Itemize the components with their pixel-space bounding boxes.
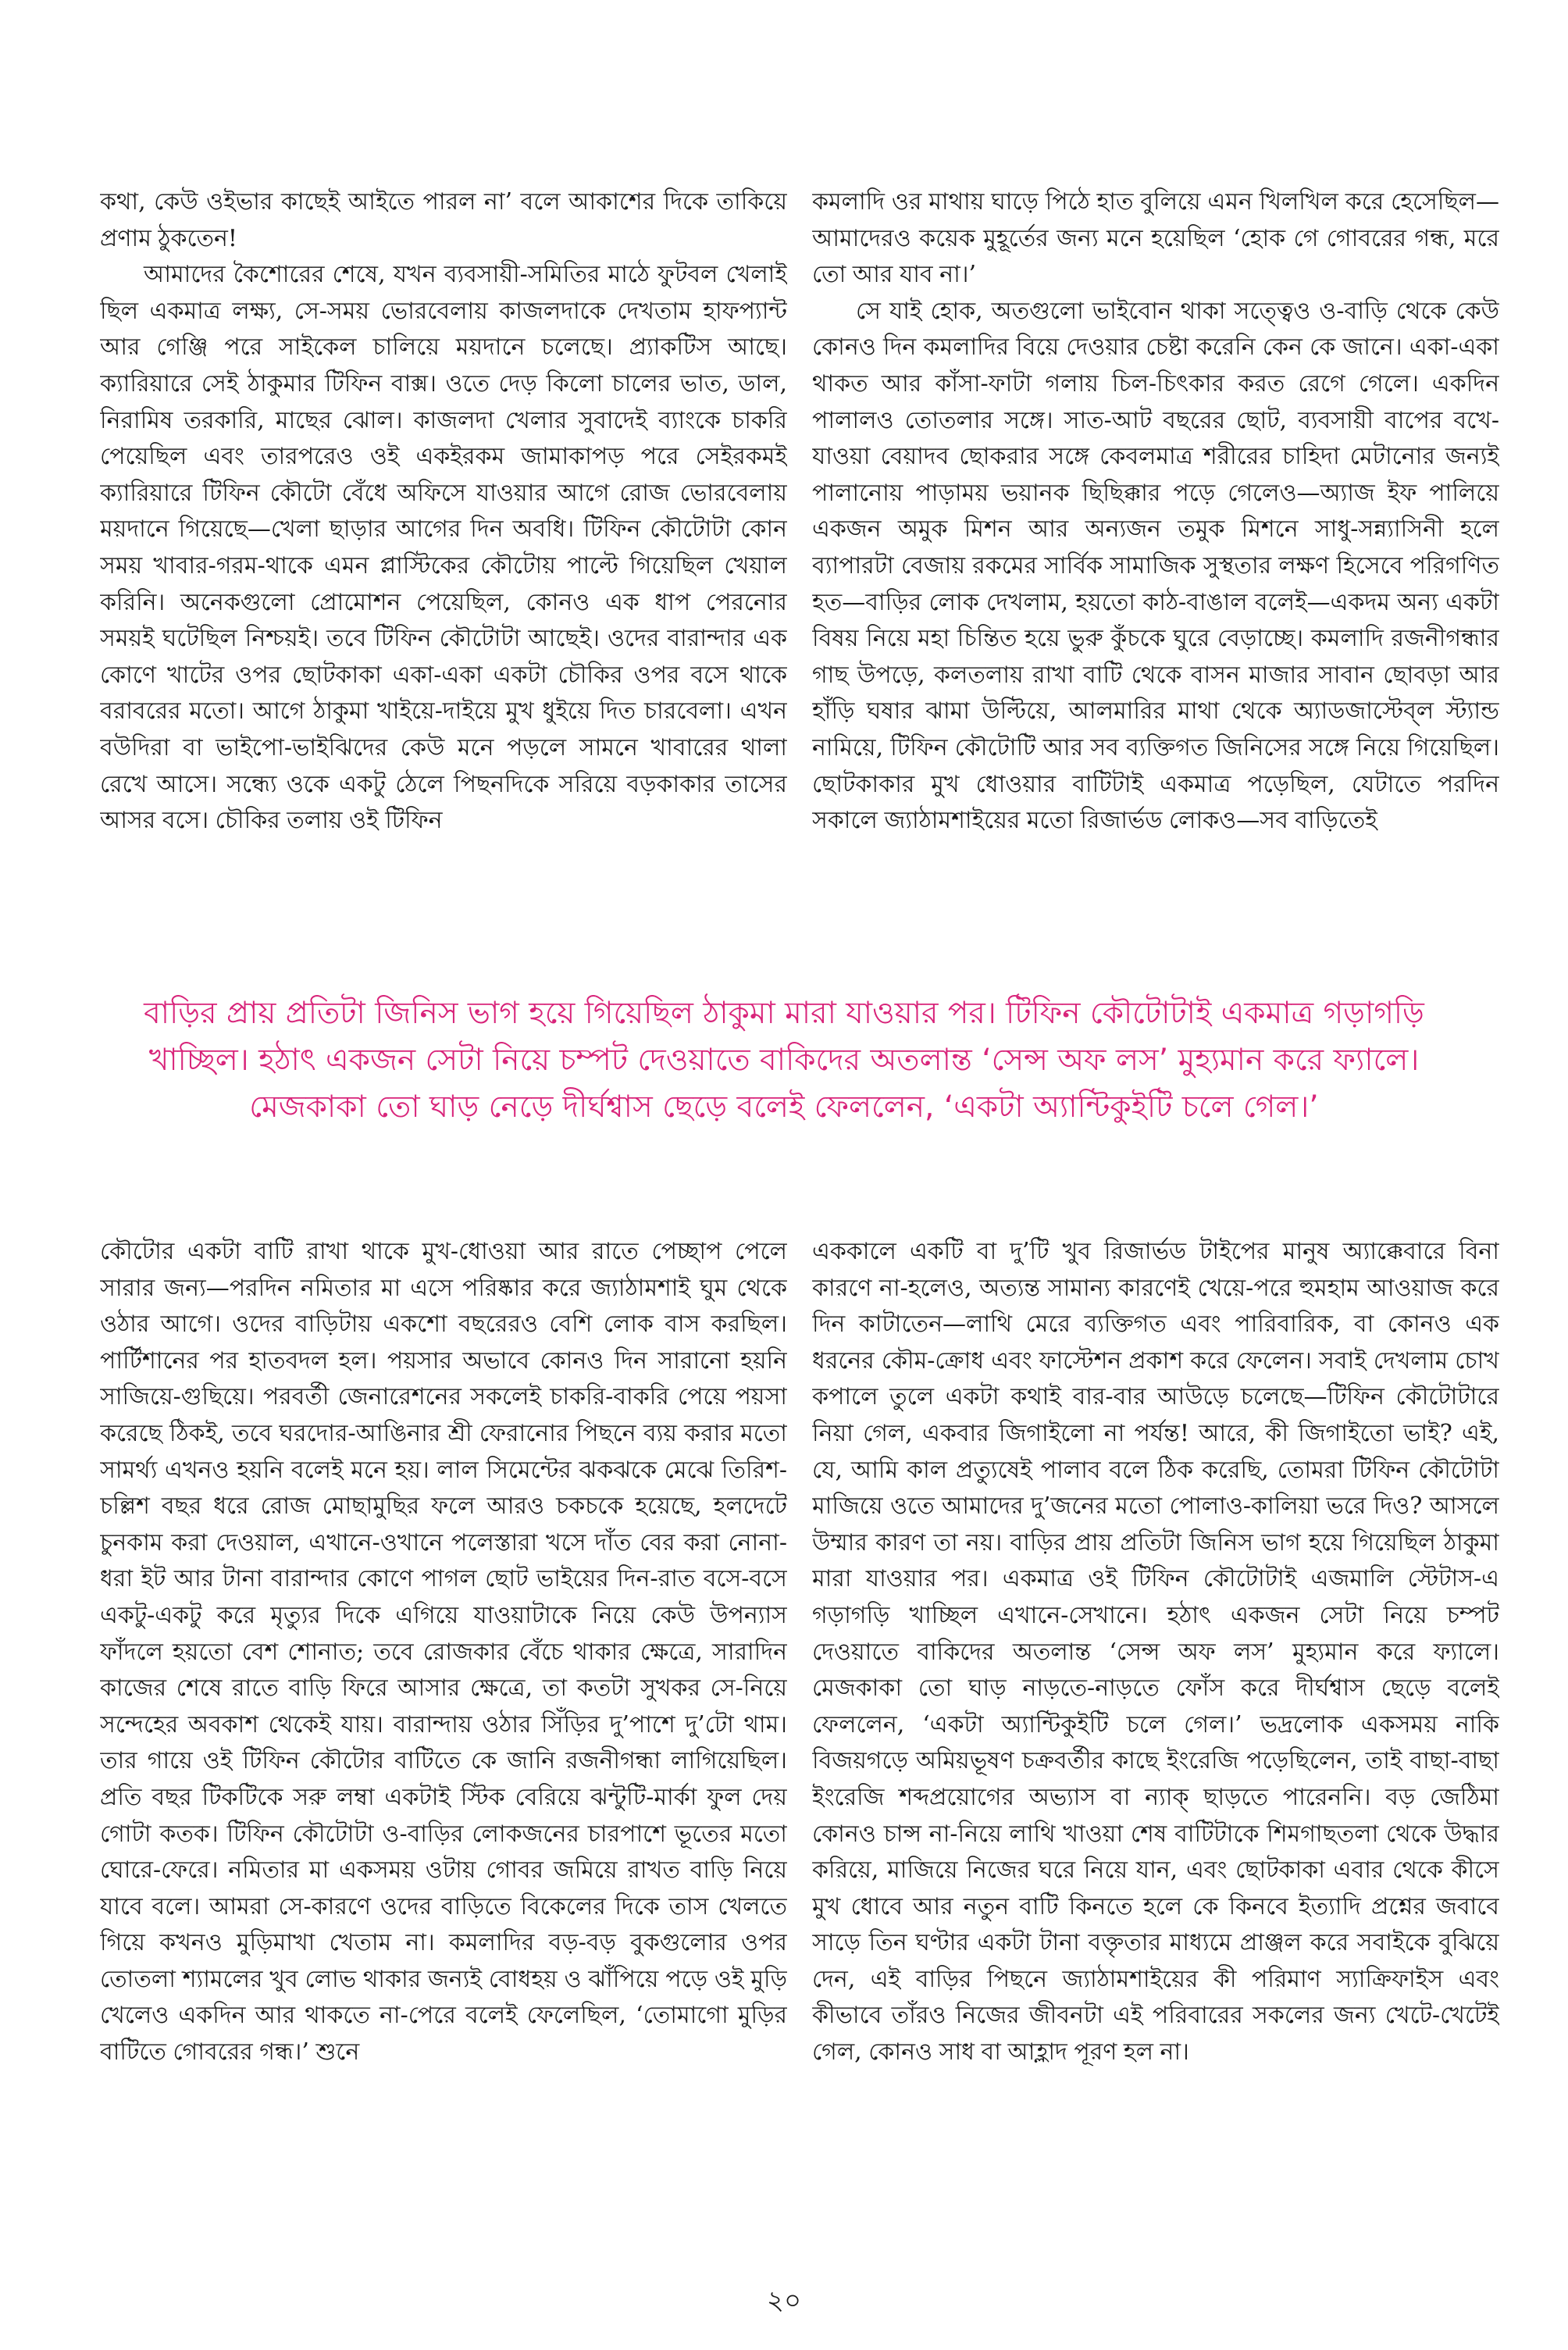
pull-quote-line: খাচ্ছিল। হঠাৎ একজন সেটা নিয়ে চম্পট দেওয়াতে বাকিদের অতলান্ত ‘সেন্স অফ লস’ মুহ্যমান করে ফ্যালে। (148, 1043, 1420, 1078)
page-number: ২০ (766, 2285, 802, 2316)
paragraph: কৌটোর একটা বাটি রাখা থাকে মুখ-ধোওয়া আর রাতে পেচ্ছাপ পেলে সারার জন্য—পরদিন নমিতার মা এসে পরিষ্কার করে জ্যাঠামশাই ঘুম থেকে ওঠার আগে। ওদের বাড়িটায় একশো বছরেরও বেশি লোক বাস করছিল। পার্টিশানের পর হাতবদল হল। পয়সার অভাবে কোনও দিন সারানো হয়নি সাজিয়ে-গুছিয়ে। পরবর্তী জেনারেশনের সকলেই চাকরি-বাকরি পেয়ে পয়সা করেছে ঠিকই, তবে ঘরদোর-আঙিনার শ্রী ফেরানোর পিছনে ব্যয় করার মতো সামর্থ্য এখনও হয়নি বলেই মনে হয়। লাল সিমেন্টের ঝকঝকে মেঝে তিরিশ-চল্লিশ বছর ধরে রোজ মোছামুছির ফলে আরও চকচকে হয়েছে, হলদেটে চুনকাম করা দেওয়াল, এখানে-ওখানে পলেস্তারা খসে দাঁত বের করা নোনা-ধরা ইট আর টানা বারান্দার কোণে পাগল ছোট ভাইয়ের দিন-রাত বসে-বসে একটু-একটু করে মৃত্যুর দিকে এগিয়ে যাওয়াটাকে নিয়ে কেউ উপন্যাস ফাঁদলে হয়তো বেশ শোনাত; তবে রোজকার বেঁচে থাকার ক্ষেত্রে, সারাদিন কাজের শেষে রাতে বাড়ি ফিরে আসার ক্ষেত্রে, তা কতটা সুখকর সে-নিয়ে সন্দেহের অবকাশ থেকেই যায়। বারান্দায় ওঠার সিঁড়ির দু’পাশে দু’টো থাম। তার গায়ে ওই টিফিন কৌটোর বাটিতে কে জানি রজনীগন্ধা লাগিয়েছিল। প্রতি বছর টিকটিকে সরু লম্বা একটাই স্টিক বেরিয়ে ঝন্টুটি-মার্কা ফুল দেয় গোটা কতক। টিফিন কৌটোটা ও-বাড়ির লোকজনের চারপাশে ভূতের মতো ঘোরে-ফেরে। নমিতার মা একসময় ওটায় গোবর জমিয়ে রাখত বাড়ি নিয়ে যাবে বলে। আমরা সে-কারণে ওদের বাড়িতে বিকেলের দিকে তাস খেলতে গিয়ে কখনও মুড়িমাখা খেতাম না। কমলাদির বড়-বড় বুকগুলোর ওপর তোতলা শ্যামলের খুব লোভ থাকার জন্যই বোধহয় ও ঝাঁপিয়ে পড়ে ওই মুড়ি খেলেও একদিন আর থাকতে না-পেরে বলেই ফেলেছিল, ‘তোমাগো মুড়ির বাটিতে গোবরের গন্ধ।’ শুনে (100, 1238, 787, 2067)
pull-quote-line: মেজকাকা তো ঘাড় নেড়ে দীর্ঘশ্বাস ছেড়ে বলেই ফেললেন, ‘একটা অ্যান্টিকুইটি চলে গেল।’ (249, 1089, 1319, 1125)
paragraph: কমলাদি ওর মাথায় ঘাড়ে পিঠে হাত বুলিয়ে এমন খিলখিল করে হেসেছিল—আমাদেরও কয়েক মুহূর্তের জন্য মনে হয়েছিল ‘হোক গে গোবরের গন্ধ, মরে তো আর যাব না।’ (812, 188, 1499, 289)
pull-quote (117, 990, 1451, 1131)
article-column-top-left (100, 184, 787, 926)
paragraph: সে যাই হোক, অতগুলো ভাইবোন থাকা সত্ত্বেও ও-বাড়ি থেকে কেউ কোনও দিন কমলাদির বিয়ে দেওয়ার চেষ্টা করেনি কেন কে জানে। একা-একা থাকত আর কাঁসা-ফাটা গলায় চিল-চিৎকার করত রেগে গেলে। একদিন পালালও তোতলার সঙ্গে। সাত-আট বছরের ছোট, ব্যবসায়ী বাপের বখে-যাওয়া বেয়াদব ছোকরার সঙ্গে কেবলমাত্র শরীরের চাহিদা মেটানোর জন্যই পালানোয় পাড়াময় ভয়ানক ছিছিক্কার পড়ে গেলেও—অ্যাজ ইফ পালিয়ে একজন অমুক মিশন আর অন্যজন তমুক মিশনে সাধু-সন্ন্যাসিনী হলে ব্যাপারটা বেজায় রকমের সার্বিক সামাজিক সুস্থতার লক্ষণ হিসেবে পরিগণিত হত—বাড়ির লোক দেখলাম, হয়তো কাঠ-বাঙাল বলেই—একদম অন্য একটা বিষয় নিয়ে মহা চিন্তিত হয়ে ভুরু কুঁচকে ঘুরে বেড়াচ্ছে। কমলাদি রজনীগন্ধার গাছ উপড়ে, কলতলায় রাখা বাটি থেকে বাসন মাজার সাবান ছোবড়া আর হাঁড়ি ঘষার ঝামা উল্টিয়ে, আলমারির মাথা থেকে অ্যাডজাস্টেব্‌ল স্ট্যান্ড নামিয়ে, টিফিন কৌটোটি আর সব ব্যক্তিগত জিনিসের সঙ্গে নিয়ে গিয়েছিল। ছোটকাকার মুখ ধোওয়ার বাটিটাই একমাত্র পড়েছিল, যেটাতে পরদিন সকালে জ্যাঠামশাইয়ের মতো রিজার্ভড লোকও—সব বাড়িতেই (812, 297, 1499, 835)
article-column-top-right (812, 184, 1499, 926)
paragraph: কথা, কেউ ওইভার কাছেই আইতে পারল না’ বলে আকাশের দিকে তাকিয়ে প্রণাম ঠুকতেন! (100, 188, 787, 252)
article-column-bottom-left (100, 1234, 787, 2249)
paragraph: এককালে একটি বা দু’টি খুব রিজার্ভড টাইপের মানুষ অ্যাক্কেবারে বিনা কারণে না-হলেও, অত্যন্ত সামান্য কারণেই খেয়ে-পরে হুমহাম আওয়াজ করে দিন কাটাতেন—লাথি মেরে ব্যক্তিগত এবং পারিবারিক, বা কোনও এক ধরনের কৌম-ক্রোধ এবং ফাস্টেশন প্রকাশ করে ফেলেন। সবাই দেখলাম চোখ কপালে তুলে একটা কথাই বার-বার আউড়ে চলেছে—টিফিন কৌটোটারে নিয়া গেল, একবার জিগাইলো না পর্যন্ত! আরে, কী জিগাইতো ভাই? এই, যে, আমি কাল প্রত্যুষেই পালাব বলে ঠিক করেছি, তোমরা টিফিন কৌটোটা মাজিয়ে ওতে আমাদের দু’জনের মতো পোলাও-কালিয়া ভরে দিও? আসলে উম্মার কারণ তা নয়। বাড়ির প্রায় প্রতিটা জিনিস ভাগ হয়ে গিয়েছিল ঠাকুমা মারা যাওয়ার পর। একমাত্র ওই টিফিন কৌটোটাই এজমালি স্টেটাস-এ গড়াগড়ি খাচ্ছিল এখানে-সেখানে। হঠাৎ একজন সেটা নিয়ে চম্পট দেওয়াতে বাকিদের অতলান্ত ‘সেন্স অফ লস’ মুহ্যমান করে ফ্যালে। মেজকাকা তো ঘাড় নাড়তে-নাড়তে ফোঁস করে দীর্ঘশ্বাস ছেড়ে বলেই ফেললেন, ‘একটা অ্যান্টিকুইটি চলে গেল।’ ভদ্রলোক একসময় নাকি বিজয়গড়ে অমিয়ভূষণ চক্রবর্তীর কাছে ইংরেজি পড়েছিলেন, তাই বাছা-বাছা ইংরেজি শব্দপ্রয়োগের অভ্যাস বা ন্যাক্‌ ছাড়তে পারেননি। বড় জেঠিমা কোনও চান্স না-নিয়ে লাথি খাওয়া শেষ বাটিটাকে শিমগাছতলা থেকে উদ্ধার করিয়ে, মাজিয়ে নিজের ঘরে নিয়ে যান, এবং ছোটকাকা এবার থেকে কীসে মুখ ধোবে আর নতুন বাটি কিনতে হলে কে কিনবে ইত্যাদি প্রশ্নের জবাবে সাড়ে তিন ঘণ্টার একটা টানা বক্তৃতার মাধ্যমে প্রাঞ্জল করে সবাইকে বুঝিয়ে দেন, এই বাড়ির পিছনে জ্যাঠামশাইয়ের কী পরিমাণ স্যাক্রিফাইস এবং কীভাবে তাঁরও নিজের জীবনটা এই পরিবারের সকলের জন্য খেটে-খেটেই গেল, কোনও সাধ বা আহ্লাদ পূরণ হল না। (812, 1238, 1499, 2067)
paragraph: আমাদের কৈশোরের শেষে, যখন ব্যবসায়ী-সমিতির মাঠে ফুটবল খেলাই ছিল একমাত্র লক্ষ্য, সে-সময় ভোরবেলায় কাজলদাকে দেখতাম হাফপ্যান্ট আর গেঞ্জি পরে সাইকেল চালিয়ে ময়দানে চলেছে। প্র্যাকটিস আছে। ক্যারিয়ারে সেই ঠাকুমার টিফিন বাক্স। ওতে দেড় কিলো চালের ভাত, ডাল, নিরামিষ তরকারি, মাছের ঝোল। কাজলদা খেলার সুবাদেই ব্যাংকে চাকরি পেয়েছিল এবং তারপরেও ওই একইরকম জামাকাপড় পরে সেইরকমই ক্যারিয়ারে টিফিন কৌটো বেঁধে অফিসে যাওয়ার আগে রোজ ভোরবেলায় ময়দানে গিয়েছে—খেলা ছাড়ার আগের দিন অবধি। টিফিন কৌটোটা কোন সময় খাবার-গরম-থাকে এমন প্লাস্টিকের কৌটোয় পাল্টে গিয়েছিল খেয়াল করিনি। অনেকগুলো প্রোমোশন পেয়েছিল, কোনও এক ধাপ পেরনোর সময়ই ঘটেছিল নিশ্চয়ই। তবে টিফিন কৌটোটা আছেই। ওদের বারান্দার এক কোণে খাটের ওপর ছোটকাকা একা-একা একটা চৌকির ওপর বসে থাকে বরাবরের মতো। আগে ঠাকুমা খাইয়ে-দাইয়ে মুখ ধুইয়ে দিত চারবেলা। এখন বউদিরা বা ভাইপো-ভাইঝিদের কেউ মনে পড়লে সামনে খাবারের থালা রেখে আসে। সন্ধ্যে ওকে একটু ঠেলে পিছনদিকে সরিয়ে বড়কাকার তাসের আসর বসে। চৌকির তলায় ওই টিফিন (100, 261, 787, 835)
article-column-bottom-right (812, 1234, 1499, 2249)
pull-quote-line: বাড়ির প্রায় প্রতিটা জিনিস ভাগ হয়ে গিয়েছিল ঠাকুমা মারা যাওয়ার পর। টিফিন কৌটোটাই একমাত্র গড়াগড়ি (144, 996, 1424, 1031)
